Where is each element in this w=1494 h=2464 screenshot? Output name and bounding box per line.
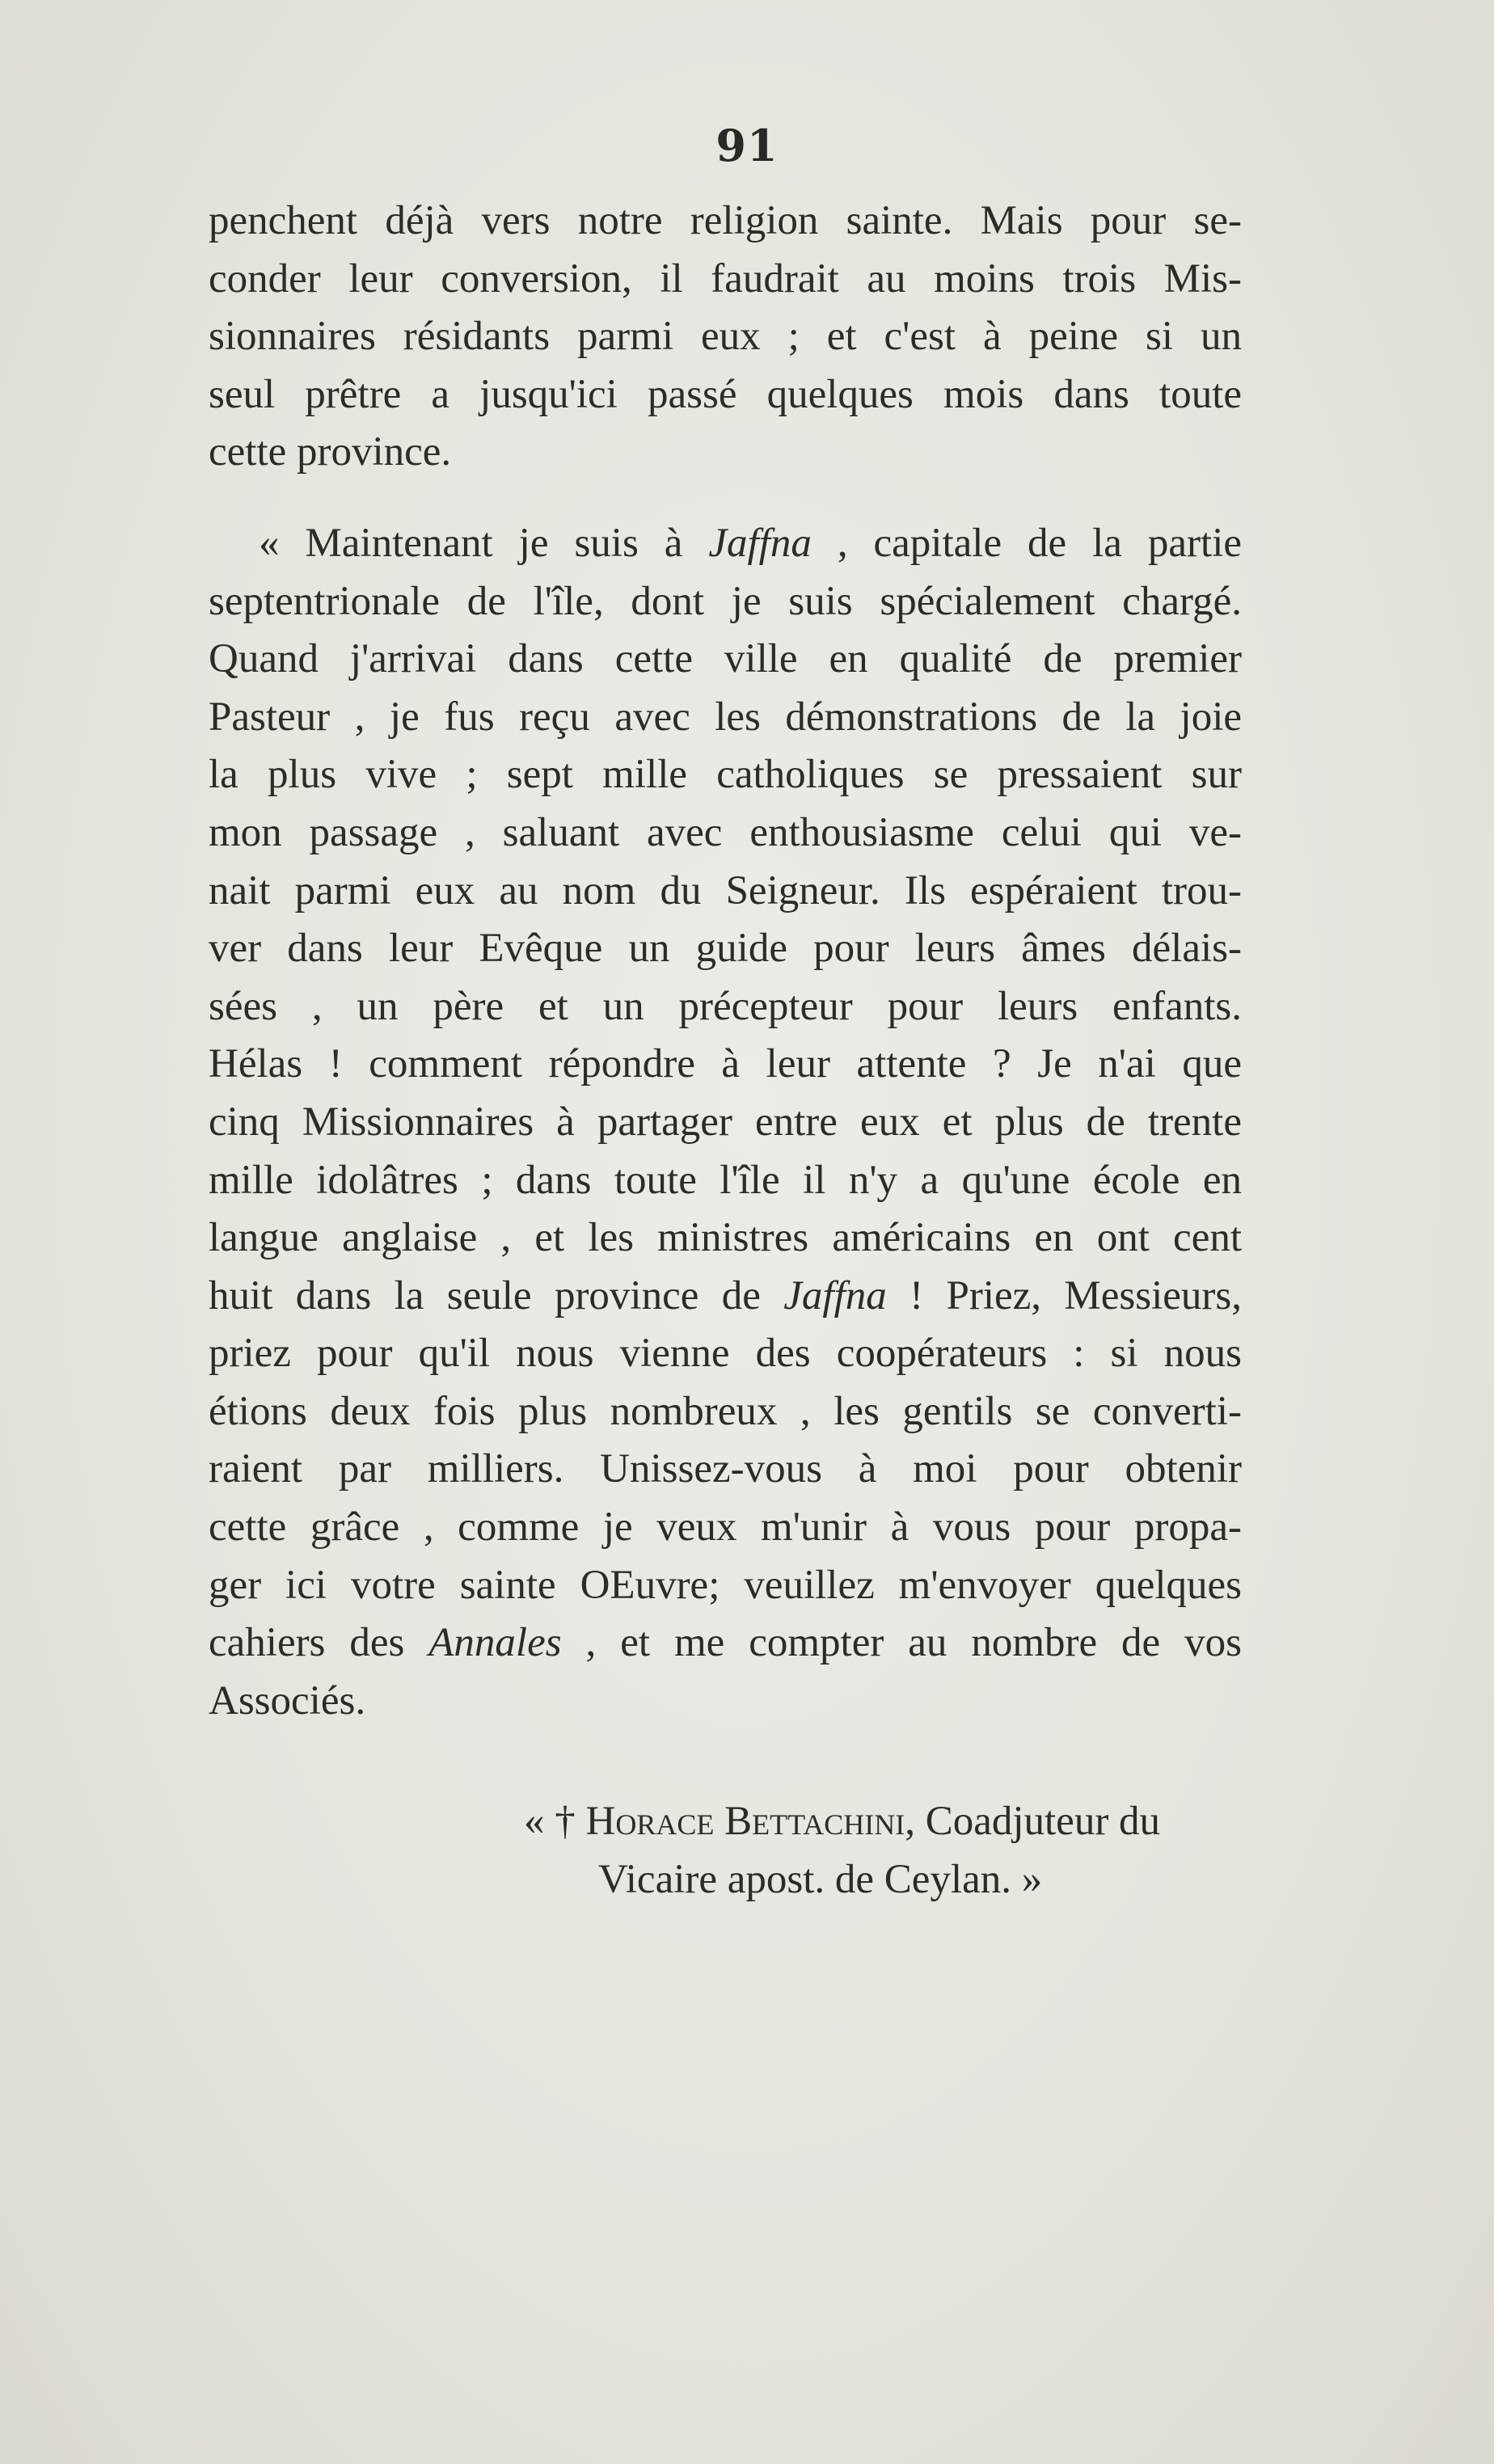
text-line: Quand j'arrivai dans cette ville en qualité de premier: [209, 636, 1242, 682]
text-run: , capitale de la partie: [811, 520, 1242, 566]
text-line: nait parmi eux au nom du Seigneur. Ils espéraient trou-: [209, 867, 1242, 913]
text-line: mille idolâtres ; dans toute l'île il n'y a qu'une école en: [209, 1157, 1242, 1203]
text-line: cette grâce , comme je veux m'unir à vous pour propa-: [209, 1504, 1242, 1551]
text-line: seul prêtre a jusqu'ici passé quelques mois dans toute: [209, 371, 1242, 417]
text-line: septentrionale de l'île, dont je suis spécialement chargé.: [209, 578, 1242, 624]
signature-line: [209, 1851, 1242, 1909]
text-line: Associés.: [209, 1677, 366, 1724]
publication-title: Annales: [428, 1620, 562, 1666]
signature-line: [209, 1793, 1242, 1851]
body-text: [209, 192, 1242, 1909]
page-number: 91: [715, 120, 779, 171]
text-line: sionnaires résidants parmi eux ; et c'est à peine si un: [209, 314, 1242, 360]
text-run: ! Priez, Messieurs,: [886, 1272, 1242, 1318]
signature-close: »: [1011, 1857, 1043, 1903]
paragraph-gap: [209, 482, 1242, 515]
text-run: , et me compter au nombre de vos: [561, 1620, 1242, 1666]
text-line: ger ici votre sainte OEuvre; veuillez m'envoyer quelques: [209, 1562, 1242, 1608]
signature-office: Vicaire apost. de Ceylan.: [598, 1857, 1011, 1903]
text-line: [209, 515, 1242, 573]
text-line: [209, 1614, 1242, 1673]
text-line: mon passage , saluant avec enthousiasme celui qui ve-: [209, 809, 1242, 855]
signature-title: , Coadjuteur du: [905, 1799, 1161, 1845]
text-line: conder leur conversion, il faudrait au moins trois Mis-: [209, 255, 1242, 302]
text-line: la plus vive ; sept mille catholiques se pressaient sur: [209, 752, 1242, 798]
text-line: priez pour qu'il nous vienne des coopérateurs : si nous: [209, 1331, 1242, 1377]
text-line: cette province.: [209, 429, 452, 475]
text-line: penchent déjà vers notre religion sainte. Mais pour se-: [209, 198, 1242, 243]
text-run: cahiers des: [209, 1620, 429, 1666]
text-line: raient par milliers. Unissez-vous à moi pour obtenir: [209, 1446, 1242, 1492]
signature-name: Horace Bettachini: [585, 1799, 905, 1845]
place-name: Jaffna: [708, 520, 812, 566]
text-line: étions deux fois plus nombreux , les gentils se converti-: [209, 1388, 1242, 1434]
place-name: Jaffna: [783, 1272, 887, 1318]
text-run: « Maintenant je suis à: [259, 520, 709, 566]
text-run: huit dans la seule province de: [209, 1272, 784, 1318]
signature-open: « †: [524, 1799, 586, 1845]
text-line: sées , un père et un précepteur pour leurs enfants.: [209, 983, 1242, 1029]
text-line: Hélas ! comment répondre à leur attente ? Je n'ai que: [209, 1041, 1242, 1087]
text-line: langue anglaise , et les ministres américains en ont cent: [209, 1215, 1242, 1261]
text-line: cinq Missionnaires à partager entre eux et plus de trente: [209, 1099, 1242, 1145]
text-line: [209, 1268, 1242, 1326]
text-line: ver dans leur Evêque un guide pour leurs âmes délais-: [209, 926, 1242, 972]
text-line: Pasteur , je fus reçu avec les démonstrations de la joie: [209, 694, 1242, 740]
signature-gap: [209, 1730, 1242, 1793]
